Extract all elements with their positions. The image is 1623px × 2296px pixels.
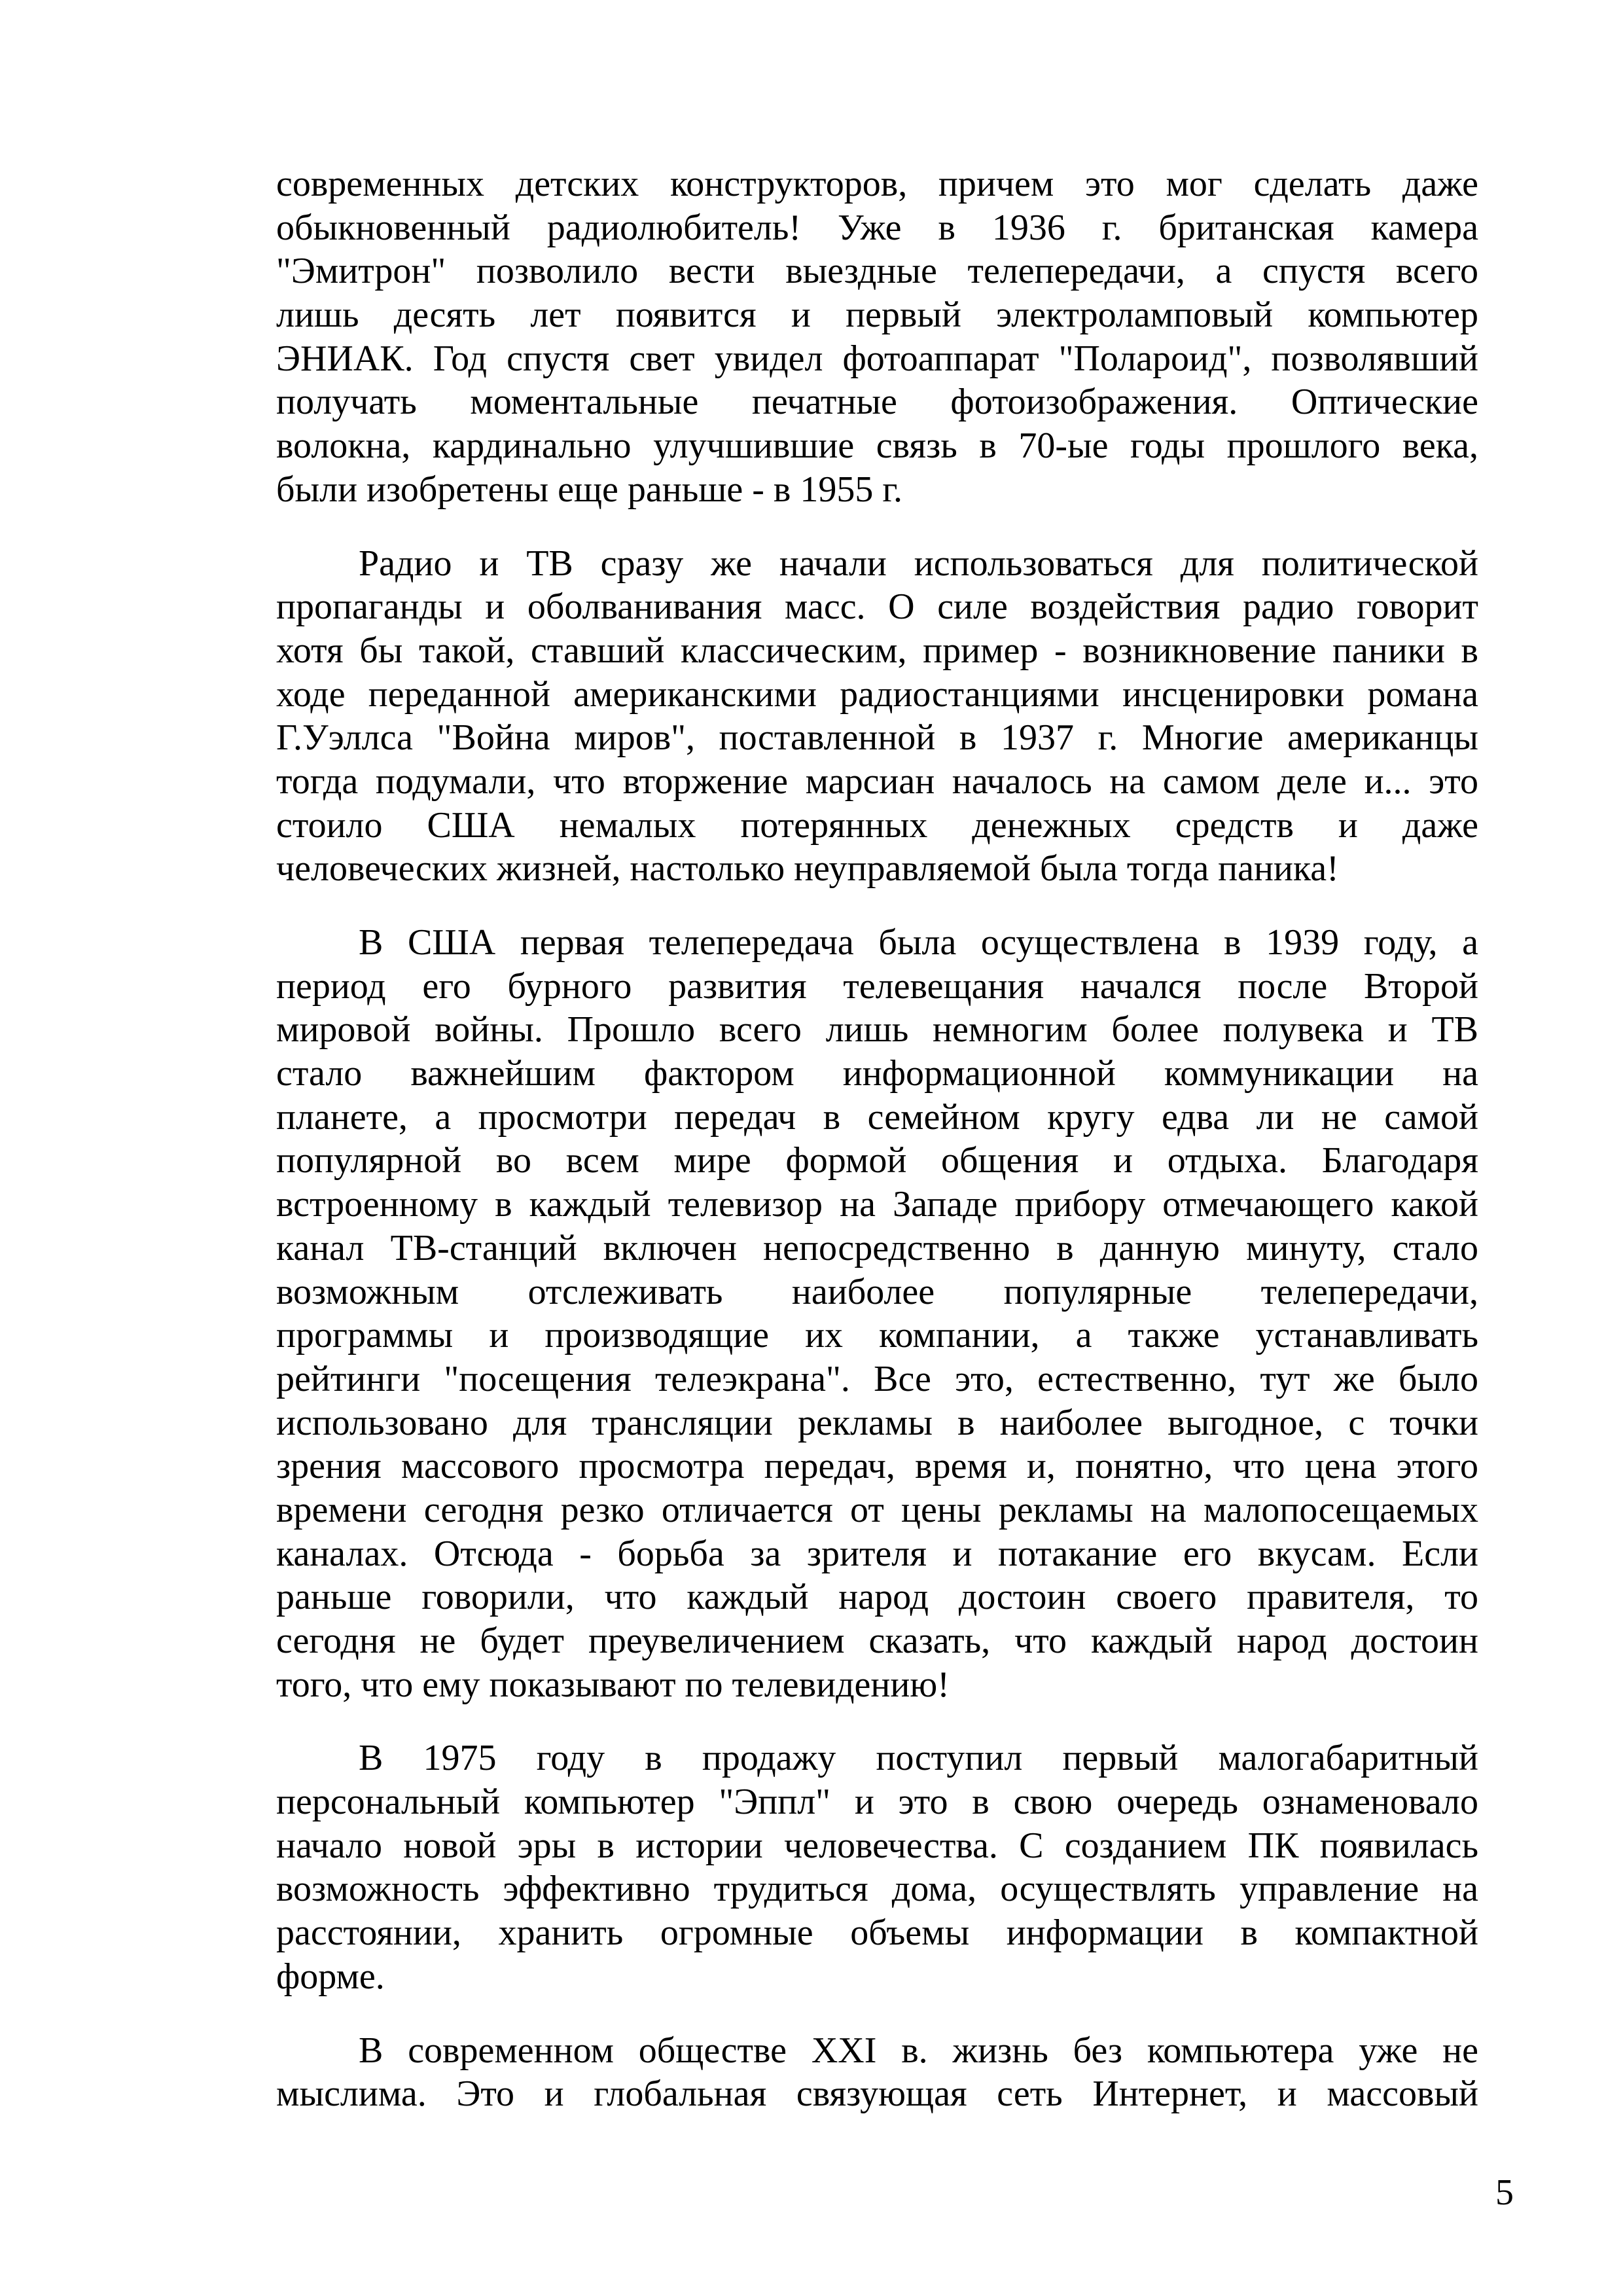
text-line: персональный компьютер "Эппл" и это в свою очередь ознаменовало [276, 1782, 1478, 1823]
text-line: раньше говорили, что каждый народ достоин своего правителя, то [276, 1577, 1478, 1618]
text-line: были изобретены еще раньше - в 1955 г. [276, 469, 902, 510]
text-line: современных детских конструкторов, причем это мог сделать даже [276, 164, 1478, 204]
paragraph [276, 542, 1478, 891]
text-line: обыкновенный радиолюбитель! Уже в 1936 г. британская камера [276, 207, 1478, 248]
text-line: начало новой эры в истории человечества. С созданием ПК появилась [276, 1825, 1478, 1866]
text-line: форме. [276, 1956, 385, 1997]
text-line: получать моментальные печатные фотоизображения. Оптические [276, 382, 1478, 423]
text-line: того, что ему показывают по телевидению! [276, 1664, 950, 1705]
text-line: В 1975 году в продажу поступил первый малогабаритный [359, 1738, 1478, 1779]
text-line: Г.Уэллса "Война миров", поставленной в 1937 г. Многие американцы [276, 717, 1478, 759]
text-line: встроенному в каждый телевизор на Западе прибору отмечающего какой [276, 1184, 1478, 1225]
text-line: зрения массового просмотра передач, время и, понятно, что цена этого [276, 1446, 1478, 1487]
text-line: сегодня не будет преувеличением сказать, что каждый народ достоин [276, 1621, 1478, 1661]
text-line: мировой войны. Прошло всего лишь немногим более полувека и ТВ [276, 1009, 1478, 1050]
page-number: 5 [1495, 2172, 1514, 2213]
paragraph [276, 2029, 1478, 2116]
text-line: планете, а просмотри передач в семейном кругу едва ли не самой [276, 1096, 1478, 1138]
text-line: популярной во всем мире формой общения и отдыха. Благодаря [276, 1140, 1478, 1181]
text-line: ЭНИАК. Год спустя свет увидел фотоаппарат "Полароид", позволявший [276, 338, 1478, 379]
text-line: стоило США немалых потерянных денежных средств и даже [276, 804, 1478, 846]
text-line: Радио и ТВ сразу же начали использоваться для политической [359, 543, 1478, 584]
text-line: волокна, кардинально улучшившие связь в 70-ые годы прошлого века, [276, 425, 1478, 467]
text-line: мыслима. Это и глобальная связующая сеть Интернет, и массовый [276, 2073, 1478, 2115]
text-line: канал ТВ-станций включен непосредственно в данную минуту, стало [276, 1227, 1478, 1268]
text-line: ходе переданной американскими радиостанциями инсценировки романа [276, 673, 1478, 715]
text-line: хотя бы такой, ставший классическим, пример - возникновение паники в [276, 630, 1478, 671]
text-line: В современном обществе XXI в. жизнь без компьютера уже не [359, 2030, 1478, 2071]
text-line: тогда подумали, что вторжение марсиан началось на самом деле и... это [276, 761, 1478, 802]
text-line: использовано для трансляции рекламы в наиболее выгодное, с точки [276, 1402, 1478, 1443]
paragraph [276, 921, 1478, 1706]
text-line: период его бурного развития телевещания начался после Второй [276, 965, 1478, 1007]
text-line: В США первая телепередача была осуществлена в 1939 году, а [359, 922, 1478, 963]
text-line: пропаганды и оболванивания масс. О силе воздействия радио говорит [276, 586, 1478, 628]
text-line: каналах. Отсюда - борьба за зрителя и потакание его вкусам. Если [276, 1533, 1478, 1574]
paragraph [276, 1736, 1478, 1998]
text-line: расстоянии, хранить огромные объемы информации в компактной [276, 1912, 1478, 1954]
text-line: возможным отслеживать наиболее популярные телепередачи, [276, 1271, 1478, 1312]
document-body [276, 162, 1478, 2146]
text-line: времени сегодня резко отличается от цены рекламы на малопосещаемых [276, 1489, 1478, 1530]
text-line: стало важнейшим фактором информационной коммуникации на [276, 1053, 1478, 1094]
text-line: человеческих жизней, настолько неуправляемой была тогда паника! [276, 848, 1339, 889]
text-line: лишь десять лет появится и первый электроламповый компьютер [276, 295, 1478, 336]
text-line: возможность эффективно трудиться дома, осуществлять управление на [276, 1869, 1478, 1910]
text-line: "Эмитрон" позволило вести выездные телепередачи, а спустя всего [276, 251, 1478, 292]
text-line: программы и производящие их компании, а также устанавливать [276, 1315, 1478, 1356]
text-line: рейтинги "посещения телеэкрана". Все это, естественно, тут же было [276, 1358, 1478, 1399]
paragraph [276, 162, 1478, 512]
